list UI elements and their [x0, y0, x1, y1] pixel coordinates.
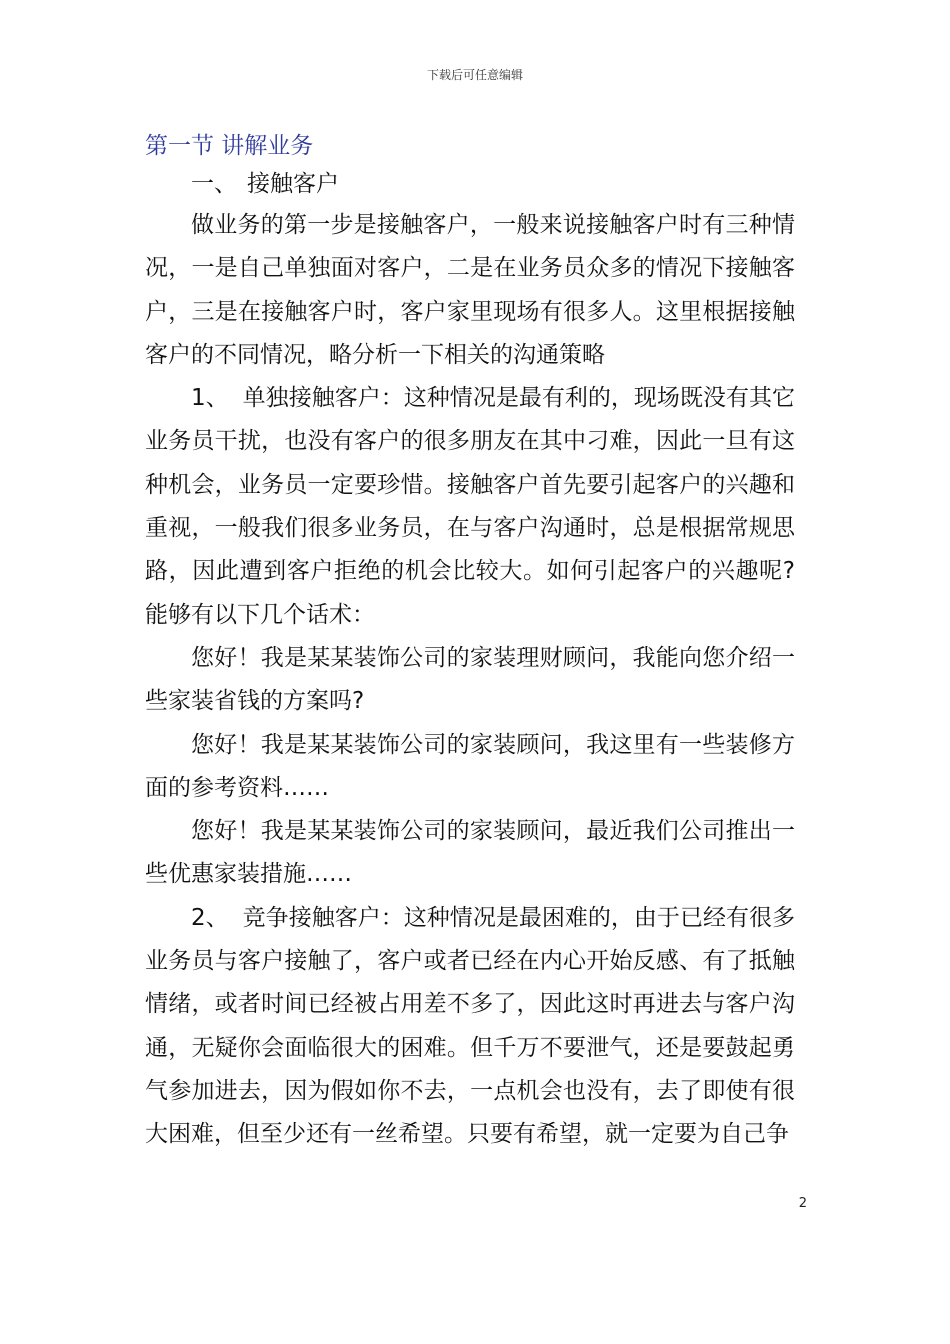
script-paragraph-2: 您好！我是某某装饰公司的家装顾问，我这里有一些装修方面的参考资料……	[145, 731, 795, 801]
item-2-text: 竞争接触客户：这种情况是最困难的，由于已经有很多业务员与客户接触了，客户或者已经在内心开始反感、有了抵触情绪，或者时间已经被占用差不多了，因此这时再进去与客户沟通，无疑你会面临很大的困难。但千万不要泄气，还是要鼓起勇气参加进去，因为假如你不去，一点机会也没有，去了即使有很大困难，但至少还有一丝希望。只要有希望，就一定要为自己争	[145, 904, 796, 1148]
page-header: 下载后可任意编辑	[426, 68, 523, 82]
intro-paragraph: 做业务的第一步是接触客户，一般来说接触客户时有三种情况，一是自己单独面对客户，二是在业务员众多的情况下接触客户，三是在接触客户时，客户家里现场有很多人。这里根据接触客户的不同情况，略分析一下相关的沟通策略	[145, 212, 795, 368]
item-1-text: 单独接触客户：这种情况是最有利的，现场既没有其它业务员干扰，也没有客户的很多朋友在其中刁难，因此一旦有这种机会，业务员一定要珍惜。接触客户首先要引起客户的兴趣和重视，一般我们很多业务员，在与客户沟通时，总是根据常规思路，因此遭到客户拒绝的机会比较大。如何引起客户的兴趣呢?能够有以下几个话术：	[145, 385, 796, 628]
subheading-number: 一、	[191, 171, 237, 197]
item-2-paragraph	[145, 897, 795, 1157]
section-title: 第一节 讲解业务	[145, 133, 314, 159]
subheading	[145, 164, 795, 204]
document-body	[145, 128, 795, 1157]
script-paragraph-1: 您好！我是某某装饰公司的家装理财顾问，我能向您介绍一些家装省钱的方案吗?	[145, 644, 795, 715]
page-number: 2	[798, 1196, 807, 1211]
item-2-number: 2、	[191, 904, 229, 931]
script-paragraph-3: 您好！我是某某装饰公司的家装顾问，最近我们公司推出一些优惠家装措施……	[145, 818, 795, 888]
subheading-text: 接触客户	[247, 171, 339, 197]
item-1-number: 1、	[191, 385, 229, 412]
item-1-paragraph	[145, 377, 795, 637]
